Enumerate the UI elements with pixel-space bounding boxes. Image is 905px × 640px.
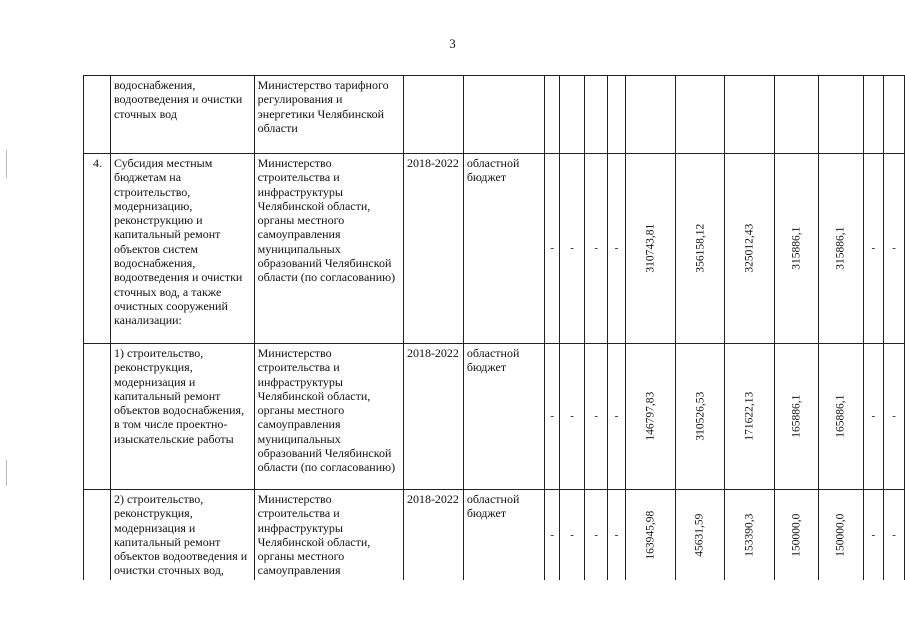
funding-value-text: 356158,12 (693, 224, 706, 273)
margin-mark (6, 150, 7, 178)
funding-value (625, 154, 675, 344)
row-number: 4. (84, 154, 111, 344)
funding-value (675, 76, 725, 154)
empty-value-dash: - (545, 490, 560, 580)
funding-value (775, 154, 819, 344)
empty-value-dash: - (545, 344, 560, 490)
funding-value (725, 344, 775, 490)
funding-source: областной бюджет (463, 344, 544, 490)
period (403, 76, 463, 154)
funding-value-text: 45631,59 (693, 513, 706, 557)
empty-value-dash (884, 76, 905, 154)
measure-name: водоснабжения, водоотведения и очистки сточных вод (110, 76, 254, 154)
funding-value (775, 490, 819, 580)
funding-value-text: 150000,0 (834, 513, 847, 557)
period: 2018-2022 (403, 154, 463, 344)
funding-value-text: 165886,1 (790, 394, 803, 439)
executor: Министерство тарифного регулирования и энергетики Челябинской области (254, 76, 403, 154)
funding-value-text: 146797,83 (643, 392, 656, 441)
empty-value-dash (545, 76, 560, 154)
funding-value (725, 76, 775, 154)
funding-value (725, 154, 775, 344)
empty-value-dash (863, 76, 884, 154)
funding-value-text: 310526,53 (693, 392, 706, 441)
empty-value-dash: - (884, 344, 905, 490)
funding-value (819, 344, 863, 490)
empty-value-dash: - (863, 344, 884, 490)
row-number (84, 490, 111, 580)
program-table (83, 75, 905, 580)
empty-value-dash (585, 76, 608, 154)
page-number: 3 (449, 36, 456, 51)
executor: Министерство строительства и инфраструктуры Челябинской области, органы местного самоуправления (254, 490, 403, 580)
funding-value (725, 490, 775, 580)
funding-value-text: 325012,43 (743, 224, 756, 273)
funding-value (625, 490, 675, 580)
empty-value-dash: - (560, 344, 585, 490)
measure-name: Субсидия местным бюджетам на строительство, модернизацию, реконструкцию и капитальный ремонт объектов систем водоснабжения, водоотведения и очистки сточных вод, а также очистных сооружений канализации: (110, 154, 254, 344)
funding-value-text: 171622,13 (743, 392, 756, 441)
measure-name: 1) строительство, реконструкция, модернизация и капитальный ремонт объектов водоснабжения, в том числе проектно-изыскательские работы (110, 344, 254, 490)
empty-value-dash: - (863, 154, 884, 344)
funding-value (819, 490, 863, 580)
empty-value-dash: - (884, 490, 905, 580)
funding-value-text: 315886,1 (790, 226, 803, 271)
empty-value-dash (608, 76, 625, 154)
period: 2018-2022 (403, 490, 463, 580)
funding-value (775, 344, 819, 490)
funding-value (625, 76, 675, 154)
margin-mark (6, 460, 7, 486)
funding-source: областной бюджет (463, 154, 544, 344)
measure-name: 2) строительство, реконструкция, модернизация и капитальный ремонт объектов водоотведения и очистки сточных вод, (110, 490, 254, 580)
empty-value-dash: - (884, 154, 905, 344)
funding-value (775, 76, 819, 154)
empty-value-dash: - (608, 344, 625, 490)
table-row (84, 490, 905, 580)
empty-value-dash: - (608, 490, 625, 580)
funding-value (819, 76, 863, 154)
table-row (84, 154, 905, 344)
funding-value (675, 344, 725, 490)
funding-value-text: 153390,3 (743, 513, 756, 557)
empty-value-dash: - (585, 344, 608, 490)
empty-value-dash: - (560, 490, 585, 580)
empty-value-dash: - (545, 154, 560, 344)
executor: Министерство строительства и инфраструктуры Челябинской области, органы местного самоуправления муниципальных образований Челябинской области (по согласованию) (254, 154, 403, 344)
row-number (84, 344, 111, 490)
empty-value-dash (560, 76, 585, 154)
funding-value-text: 310743,81 (643, 224, 656, 273)
funding-source (463, 76, 544, 154)
funding-value (819, 154, 863, 344)
empty-value-dash: - (863, 490, 884, 580)
empty-value-dash: - (585, 154, 608, 344)
funding-value (625, 344, 675, 490)
funding-source: областной бюджет (463, 490, 544, 580)
row-number (84, 76, 111, 154)
funding-value-text: 165886,1 (834, 394, 847, 439)
empty-value-dash: - (560, 154, 585, 344)
table-row (84, 76, 905, 154)
table-row (84, 344, 905, 490)
funding-value (675, 154, 725, 344)
empty-value-dash: - (585, 490, 608, 580)
funding-value (675, 490, 725, 580)
empty-value-dash: - (608, 154, 625, 344)
funding-value-text: 150000,0 (790, 513, 803, 557)
funding-value-text: 163945,98 (643, 510, 656, 560)
executor: Министерство строительства и инфраструктуры Челябинской области, органы местного самоуправления муниципальных образований Челябинской области (по согласованию) (254, 344, 403, 490)
period: 2018-2022 (403, 344, 463, 490)
funding-value-text: 315886,1 (834, 226, 847, 271)
